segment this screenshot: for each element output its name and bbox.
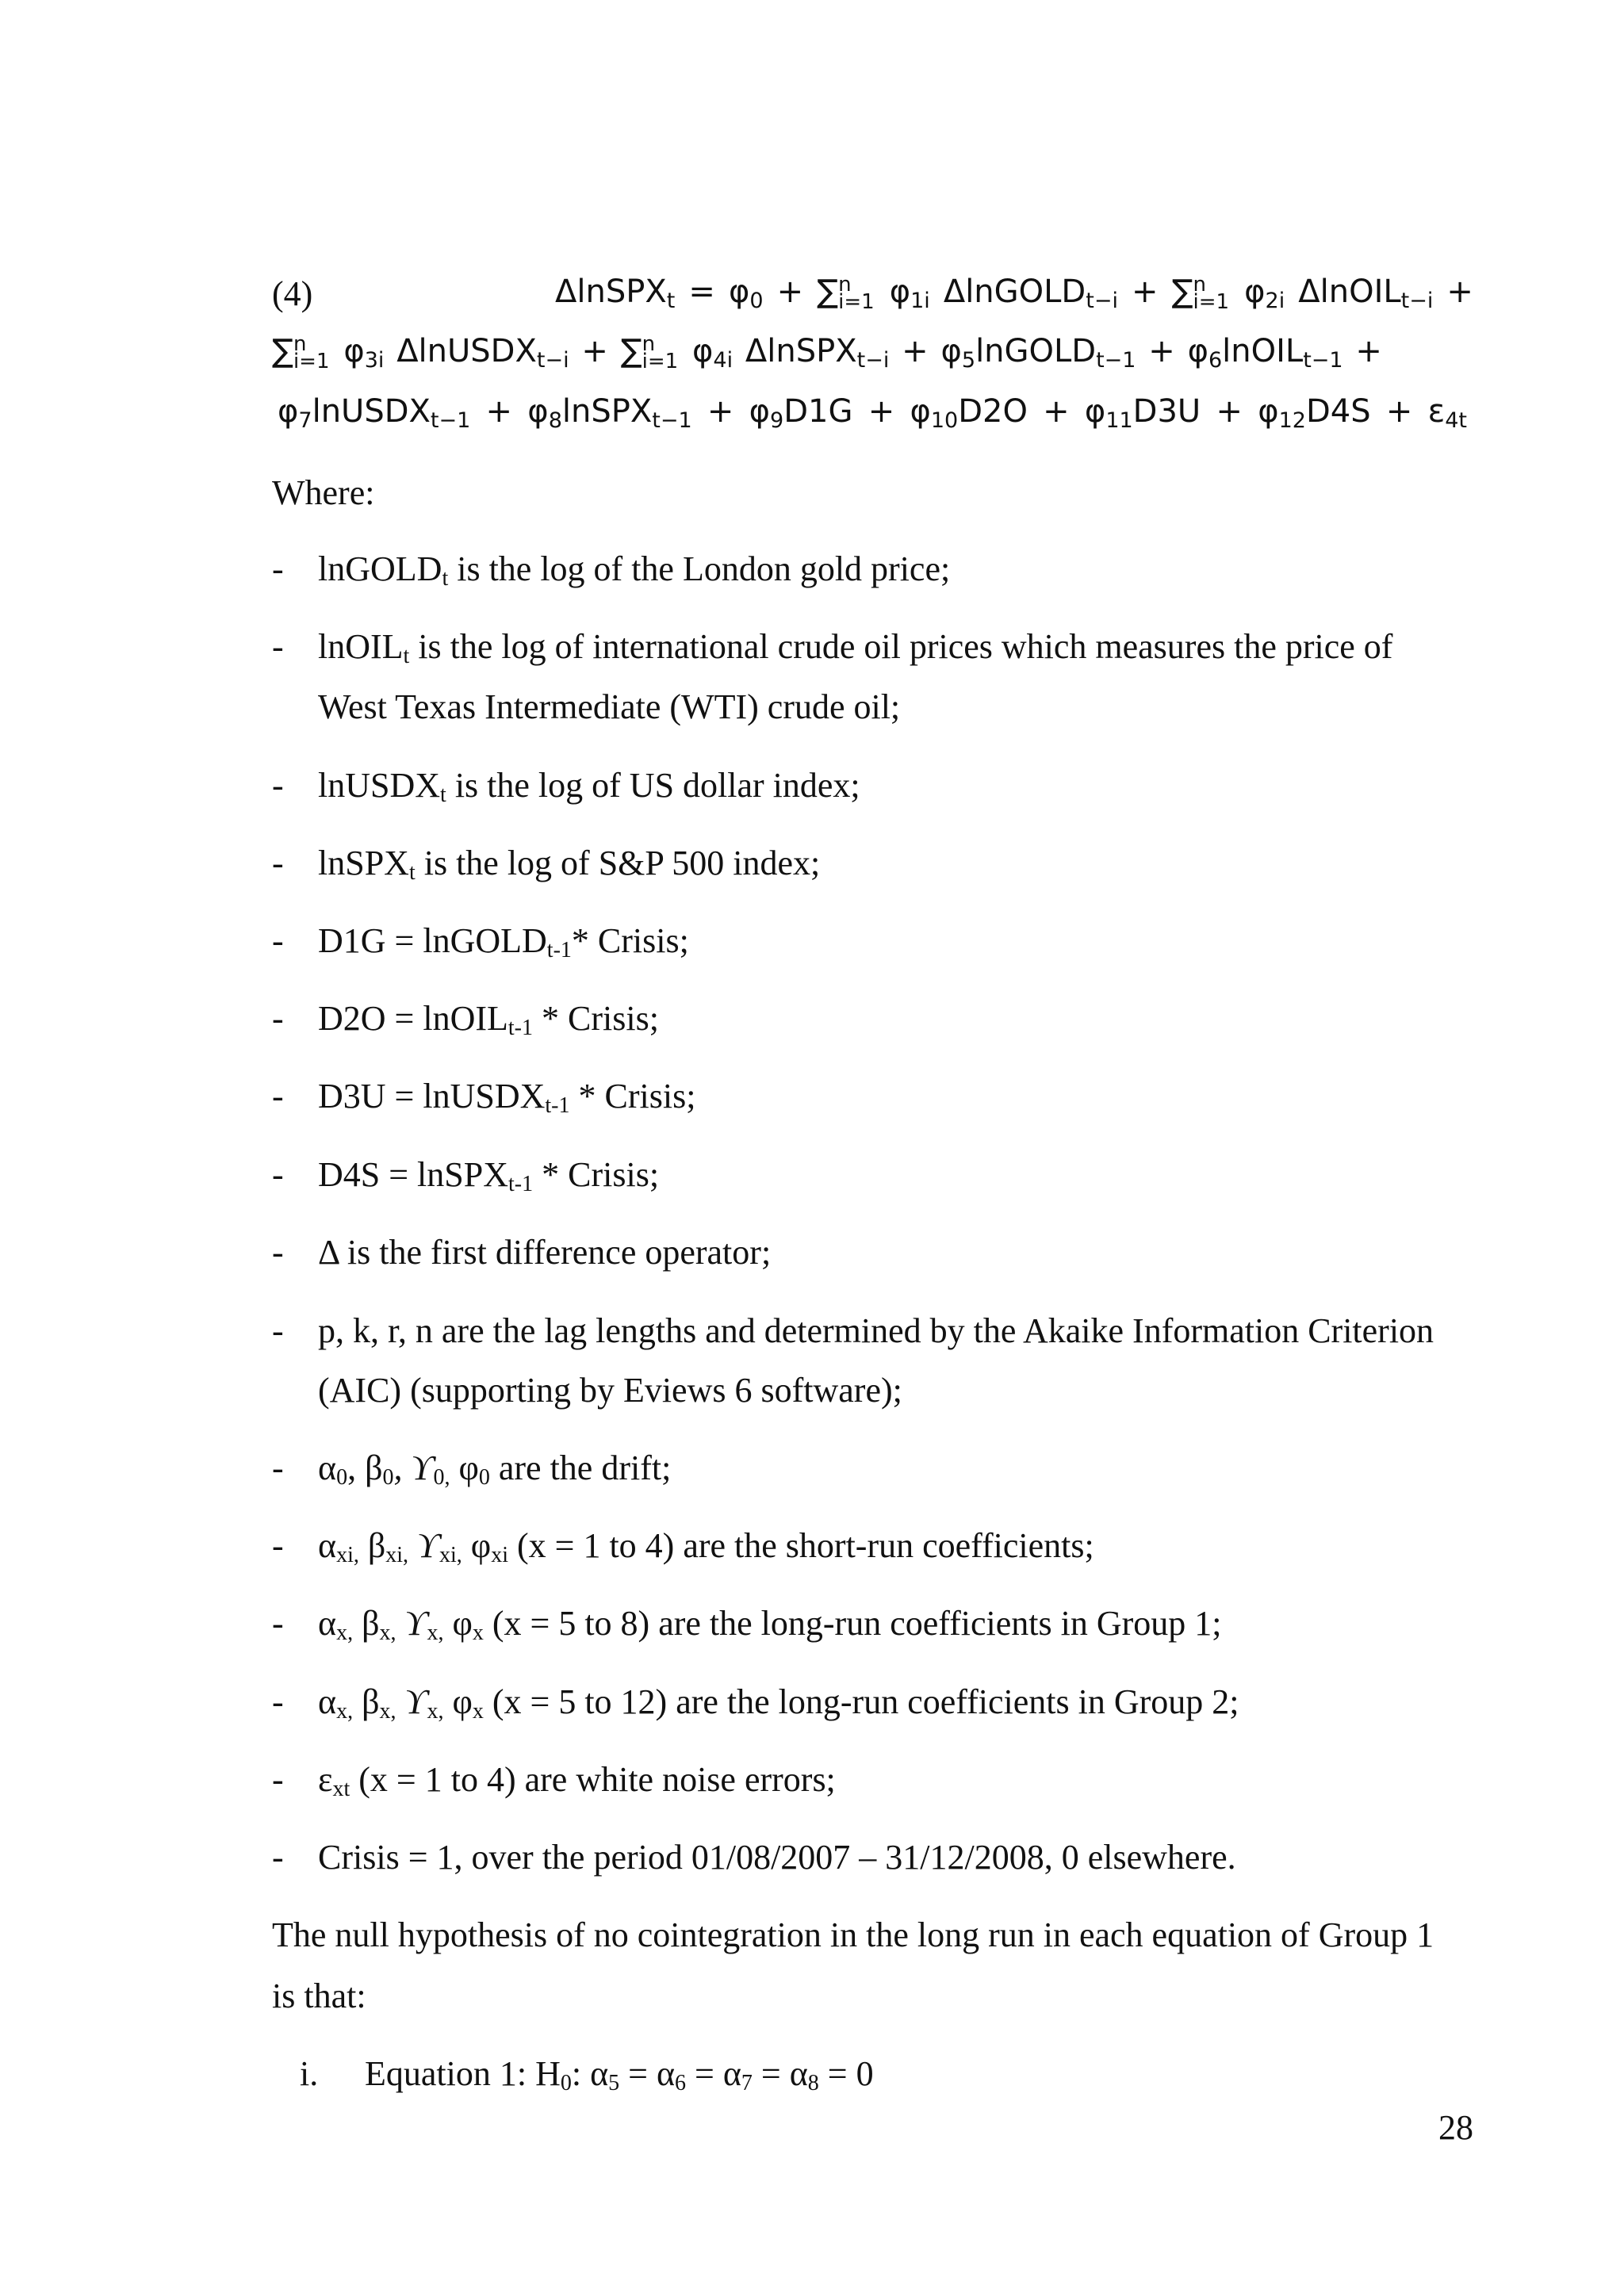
bullet: - — [272, 999, 284, 1038]
bullet: - — [272, 844, 284, 882]
definition-long-run-group-2: $\alpha_{x,}$ $\beta_{x,}$ $ϒ_{x,}$ $\varphi_x$ (x = 5 to 12) are the long-run coefficients in Group 2; — [318, 1682, 1239, 1724]
bullet: - — [272, 1077, 284, 1115]
definition-white-noise: $\varepsilon_{xt}$ (x = 1 to 4) are white noise errors; — [318, 1760, 836, 1801]
definition-d2o: D2O = lnOIL$_{t-1}$ * Crisis; — [318, 999, 659, 1040]
definition-short-run: $\alpha_{xi,}$ $\beta_{xi,}$ $ϒ_{xi,}$ $\varphi_{xi}$ (x = 1 to 4) are the short-run coefficients; — [318, 1526, 1094, 1567]
definition-d1g: D1G = lnGOLD$_{t-1}$* Crisis; — [318, 921, 689, 962]
sum-symbol: ∑ n i=1 — [817, 273, 875, 314]
bullet: - — [272, 921, 284, 960]
definition-lag-lengths-cont: (AIC) (supporting by Eviews 6 software); — [318, 1371, 902, 1410]
definition-lnusdx: lnUSDX$_t$ is the log of US dollar index; — [318, 766, 860, 807]
null-hypothesis-line-1: The null hypothesis of no cointegration in the long run in each equation of Group 1 — [272, 1915, 1434, 1954]
bullet: - — [272, 627, 284, 666]
equation-1-hypothesis: Equation 1: $H_0$: $\alpha_5 = \alpha_6 = \alpha_7 = \alpha_8 = 0$ — [365, 2054, 874, 2095]
definition-lngold: lnGOLD$_t$ is the log of the London gold price; — [318, 549, 951, 591]
bullet: - — [272, 1838, 284, 1877]
equation-line-3: $\varphi_7lnUSDX_{t-1}$ + $\varphi_8lnSPX_{t-1}$ + $\varphi_9D1G$ + $\varphi_{10}D2O$ + $\varphi_{11}D3U$ + $\varphi_{12}D4S$ + $\varepsilon_{4t}$ — [278, 393, 1467, 433]
bullet: - — [272, 766, 284, 805]
bullet: - — [272, 1682, 284, 1721]
equation-line-2: ∑ n i=1 $\varphi_{3i}$ ΔlnUSDX$_{t-i}$ + ∑ n i=1 $\varphi_{4i}$ ΔlnSPX$_{t-i}$ + $\varphi_5lnGOLD_{t-1}$ + $\varphi_6lnOIL_{t-1}$ + — [272, 332, 1382, 373]
definition-lnoil: lnOIL$_t$ is the log of international crude oil prices which measures the price of — [318, 627, 1393, 668]
bullet: - — [272, 1233, 284, 1272]
definition-long-run-group-1: $\alpha_{x,}$ $\beta_{x,}$ $ϒ_{x,}$ $\varphi_x$ (x = 5 to 8) are the long-run coefficients in Group 1; — [318, 1604, 1222, 1645]
bullet: - — [272, 1155, 284, 1194]
page-number: 28 — [1438, 2108, 1473, 2147]
where-label: Where: — [272, 473, 375, 512]
definition-delta: Δ is the first difference operator; — [318, 1233, 772, 1272]
list-marker: i. — [300, 2054, 319, 2093]
bullet: - — [272, 1526, 284, 1565]
bullet: - — [272, 1311, 284, 1350]
definition-d3u: D3U = lnUSDX$_{t-1}$ * Crisis; — [318, 1077, 696, 1118]
null-hypothesis-line-2: is that: — [272, 1976, 366, 2015]
bullet: - — [272, 1760, 284, 1799]
equation-label: (4) — [272, 274, 313, 313]
definition-lag-lengths: p, k, r, n are the lag lengths and determined by the Akaike Information Criterion — [318, 1311, 1434, 1350]
definition-lnspx: lnSPX$_t$ is the log of S&P 500 index; — [318, 844, 821, 885]
definition-d4s: D4S = lnSPX$_{t-1}$ * Crisis; — [318, 1155, 660, 1196]
equation-line-1: ΔlnSPX$_t$ = $\varphi_0$ + ∑ n i=1 $\varphi_{1i}$ ΔlnGOLD$_{t-i}$ + ∑ n i=1 $\varphi_{2i}$ ΔlnOIL$_{t-i}$ + — [555, 273, 1473, 314]
bullet: - — [272, 1448, 284, 1487]
bullet: - — [272, 549, 284, 588]
definition-drift: $\alpha_0$, $\beta_0$, $ϒ_{0,}$ $\varphi_0$ are the drift; — [318, 1448, 672, 1490]
definition-lnoil-cont: West Texas Intermediate (WTI) crude oil; — [318, 687, 901, 726]
bullet: - — [272, 1604, 284, 1643]
definition-crisis: Crisis = 1, over the period 01/08/2007 – 31/12/2008, 0 elsewhere. — [318, 1838, 1236, 1877]
